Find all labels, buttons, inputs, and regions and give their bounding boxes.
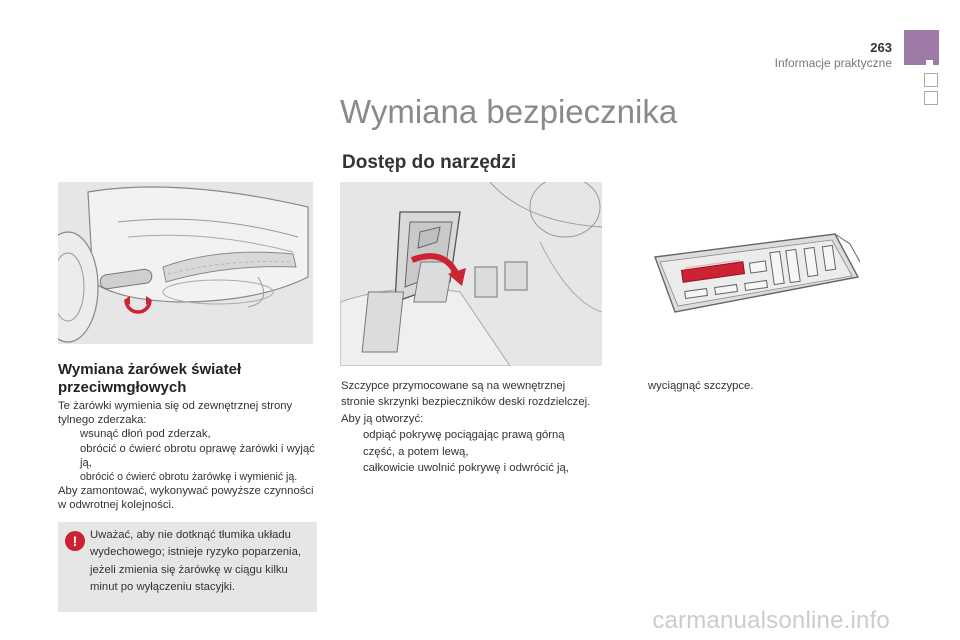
warning-icon: !: [65, 531, 85, 551]
tweezers-lead: Aby ją otworzyć:: [341, 412, 424, 425]
rear-bumper-illustration: [58, 182, 313, 344]
tweezers-paragraph: Szczypce przymocowane są na wewnętrznej stronie skrzynki bezpieczników deski rozdzielczej.: [341, 380, 591, 409]
watermark: carmanualsonline.info: [652, 607, 890, 634]
list-item: [58, 470, 320, 484]
chapter-square-1: [924, 73, 938, 87]
tweezers-instructions: [341, 378, 599, 476]
list-item-text: wsunąć dłoń pod zderzak,: [80, 428, 211, 441]
fog-lamp-outro: Aby zamontować, wykonywać powyższe czynności w odwrotnej kolejności.: [58, 485, 314, 512]
list-item: [58, 442, 320, 470]
section-subtitle: Dostęp do narzędzi: [342, 152, 517, 173]
chapter-square-2: [924, 91, 938, 105]
list-item-text: odpiąć pokrywę pociągając prawą górną część, a potem lewą,: [363, 429, 565, 458]
list-item-text: wyciągnąć szczypce.: [648, 380, 754, 392]
list-item: [341, 460, 599, 476]
list-item: [622, 378, 872, 394]
section-title: Informacje praktyczne: [774, 56, 892, 70]
list-item-text: całkowicie uwolnić pokrywę i odwrócić ją,: [363, 462, 569, 475]
fog-lamp-instructions: [58, 399, 320, 513]
list-item-text: obrócić o ćwierć obrotu oprawę żarówki i wyjąć ją,: [80, 442, 315, 469]
tweezers-final-step: [622, 378, 872, 394]
chapter-tab-dot: [926, 60, 933, 67]
fusebox-tweezers-illustration: [620, 182, 875, 366]
page-number: 263: [870, 40, 892, 55]
fog-lamp-heading: Wymiana żarówek świateł przeciwmgłowych: [58, 361, 242, 396]
list-item: [341, 427, 599, 460]
list-item-text: obrócić o ćwierć obrotu żarówkę i wymienić ją.: [80, 471, 298, 484]
chapter-tab-marker: [904, 30, 939, 65]
fusebox-access-illustration: [340, 182, 602, 366]
list-item: [58, 427, 320, 441]
page-title: Wymiana bezpiecznika: [340, 93, 678, 130]
warning-text: Uważać, aby nie dotknąć tłumika układu wydechowego; istnieje ryzyko poparzenia, jeżeli zmienia się żarówkę w ciągu kilku minut po wyłączeniu stacyjki.: [90, 529, 301, 594]
fog-lamp-intro: Te żarówki wymienia się od zewnętrznej strony tylnego zderzaka:: [58, 400, 293, 427]
